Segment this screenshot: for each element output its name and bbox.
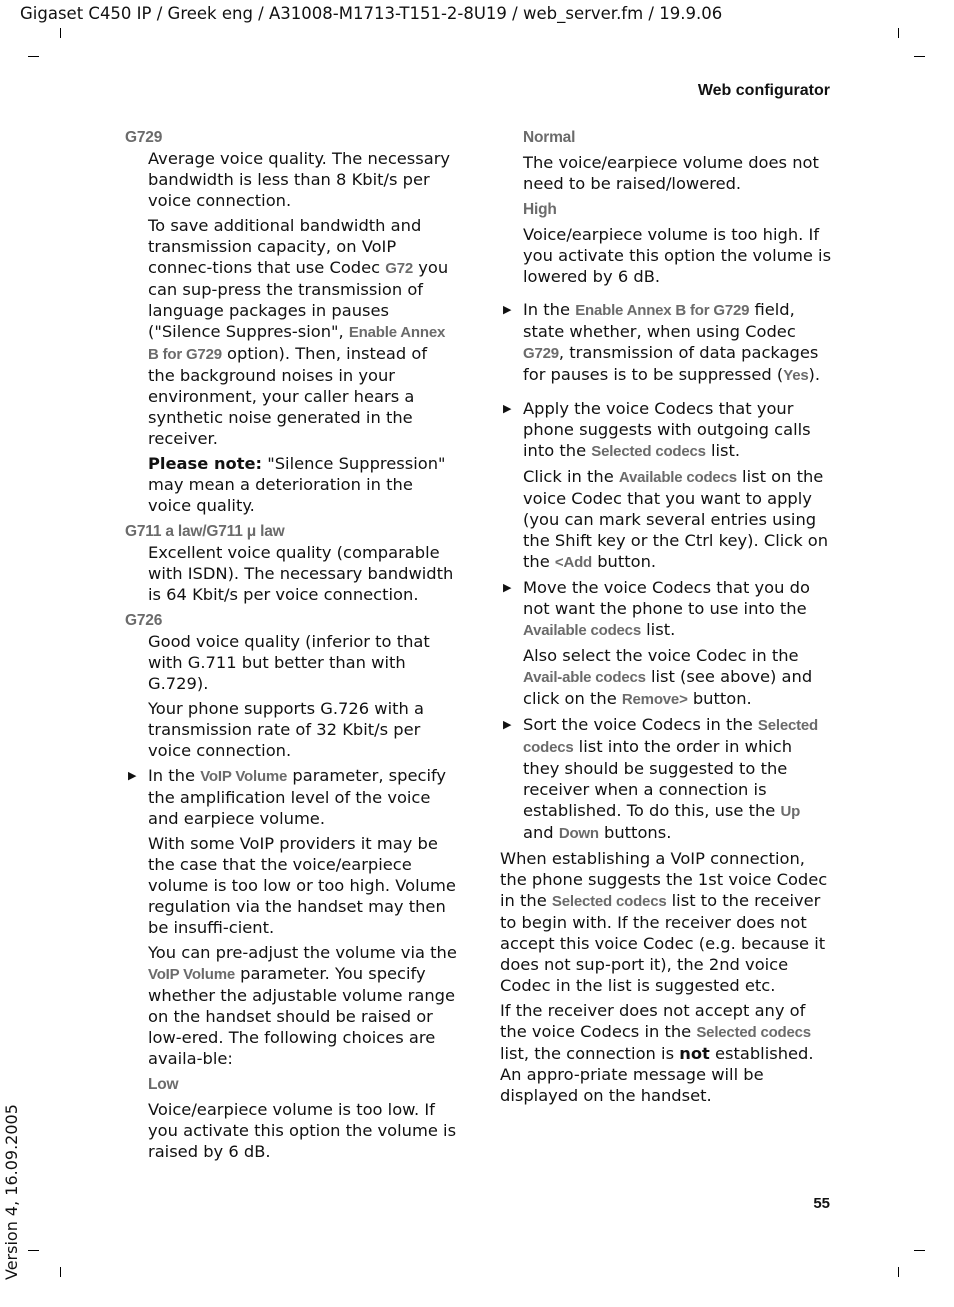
document-header-line: Gigaset C450 IP / Greek eng / A31008-M1713-T151-2-8U19 / web_server.fm / 19.9.06 [20,4,723,23]
text-run: list into the order in which they should be suggested to the receiver when a connection is established. To do this, use the [523,737,793,820]
text-run: , transmission of data packages for pauses is to be suppressed ( [523,343,819,384]
page-number: 55 [813,1195,830,1212]
text-run: "Silence Suppression" may mean a deterioration in the voice quality. [148,454,446,515]
g729-silence-suppression [125,215,457,449]
text-run: In the [148,766,201,785]
volume-providers-paragraph: With some VoIP providers it may be the case that the voice/earpiece volume is too low or too high. Volume regulation via the handset may then be insuffi-cient. [148,834,456,937]
text-run: option). Then, instead of the background noises in your environment, your caller hears a synthetic noise generated in the receiver. [148,344,428,448]
text-run: Apply the voice Codecs that your phone suggests with outgoing calls into the [523,399,811,460]
text-run: Move the voice Codecs that you do not want the phone to use into the [523,578,810,618]
g726-rate: Your phone supports G.726 with a transmission rate of 32 Kbit/s per voice connection. [148,699,424,760]
g726-description: Good voice quality (inferior to that with G.711 but better than with G.729). [148,632,430,693]
term-label: G729 [125,129,163,146]
volume-preadjust-paragraph [125,942,457,1069]
list-name: Selected codecs [696,1024,811,1041]
bullet-arrow-icon: ▶ [503,303,512,316]
text-run: established. An appro-priate message will be displayed on the handset. [500,1044,814,1105]
normal-description: The voice/earpiece volume does not need to be raised/lowered. [523,153,819,193]
crop-mark [898,1267,899,1277]
text-run: You can pre-adjust the volume via the [148,943,457,962]
list-name: Available codecs [523,622,641,639]
button-name: <Add [554,554,593,571]
term-g711 [125,520,457,542]
button-name: Remove> [621,691,688,708]
term-label: High [523,201,557,218]
text-run: parameter. You specify whether the adjustable volume range on the handset should be raised or low-ered. The following choices are availa-ble: [148,964,456,1068]
bullet-arrow-icon: ▶ [503,581,512,594]
field-name: Enable Annex B for G729 [148,324,446,363]
bullet-arrow-icon: ▶ [503,402,512,415]
codec-name: G72 [385,260,414,277]
g729-description: Average voice quality. The necessary bandwidth is less than 8 Kbit/s per voice connection. [148,149,451,210]
note-label: Please note: [148,454,263,473]
right-column [500,126,832,1106]
establish-connection-paragraph [500,848,832,996]
text-run: parameter, specify the amplification level of the voice and earpiece volume. [148,766,447,828]
text-run: list to the receiver to begin with. If the receiver does not accept this voice Codec (e.g. because it does not sup-port it), the 2nd voice Codec in the list is suggested etc. [500,891,826,995]
list-name: Avail-able codecs [523,669,646,686]
bullet-arrow-icon: ▶ [128,769,137,782]
term-normal [500,126,832,148]
term-g726 [125,609,457,631]
crop-mark [914,56,925,57]
emphasis-not: not [679,1044,710,1063]
term-label: G711 a law/G711 μ law [125,523,285,540]
term-label: G726 [125,612,163,629]
field-name: VoIP Volume [200,768,288,785]
term-low [125,1073,457,1095]
option-name: Yes [783,367,809,384]
text-run: list on the voice Codec that you want to apply (you can mark several entries using the Shift key or the Ctrl key). Click on the [523,467,829,571]
text-run: list. [640,620,676,639]
crop-mark [28,56,39,57]
text-run: To save additional bandwidth and transmission capacity, on VoIP connec-tions that use Codec [148,216,422,277]
button-name: Up [780,803,801,820]
bullet-apply-codecs [500,398,832,462]
text-run: buttons. [598,823,672,842]
button-name: Down [558,825,599,842]
apply-codecs-instructions [500,466,832,573]
codec-name: G729 [523,345,559,362]
g711-description: Excellent voice quality (comparable with ISDN). The necessary bandwidth is 64 Kbit/s per voice connection. [148,543,454,604]
crop-mark [28,1250,39,1251]
high-description: Voice/earpiece volume is too high. If you activate this option the volume is lowered by 6 dB. [523,225,832,286]
crop-mark [898,28,899,38]
text-run: button. [592,552,657,571]
text-run: In the [523,300,576,319]
bullet-arrow-icon: ▶ [503,718,512,731]
text-run: list, the connection is [500,1044,680,1063]
term-g729 [125,126,457,148]
text-run: Sort the voice Codecs in the [523,715,758,734]
version-stamp: Version 4, 16.09.2005 [2,1104,21,1280]
crop-mark [60,1267,61,1277]
text-run: ). [808,365,821,384]
term-label: Normal [523,129,576,146]
text-run: and [523,823,559,842]
bullet-sort-codecs [500,714,832,844]
list-name: Available codecs [618,469,737,486]
text-run: When establishing a VoIP connection, the phone suggests the 1st voice Codec in the [500,849,828,910]
field-name: Enable Annex B for G729 [575,302,750,319]
text-run: field, state whether, when using Codec [523,300,796,341]
list-name: Selected codecs [551,893,667,910]
list-name: Selected codecs [591,443,706,460]
text-run: If the receiver does not accept any of the voice Codecs in the [500,1001,806,1041]
text-run: Also select the voice Codec in the [523,646,799,665]
field-name: VoIP Volume [148,966,235,983]
g729-note [125,453,457,516]
text-run: you can sup-press the transmission of language packages in pauses ("Silence Suppres-sion", [148,258,449,341]
low-description: Voice/earpiece volume is too low. If you activate this option the volume is raised by 6 dB. [148,1100,457,1161]
crop-mark [60,28,61,38]
text-run: list. [705,441,741,460]
bullet-voip-volume [125,765,457,829]
text-run: Click in the [523,467,619,486]
bullet-move-codecs [500,577,832,641]
section-title: Web configurator [697,82,830,99]
move-codecs-instructions [500,645,832,710]
term-label: Low [148,1076,179,1093]
term-high [500,198,832,220]
text-run: button. [687,689,752,708]
receiver-rejects-paragraph [500,1000,832,1106]
left-column [125,126,457,1162]
list-name: Selected codecs [523,717,819,756]
text-run: list (see above) and click on the [523,667,813,708]
crop-mark [914,1250,925,1251]
bullet-enable-annex-b [500,299,832,386]
